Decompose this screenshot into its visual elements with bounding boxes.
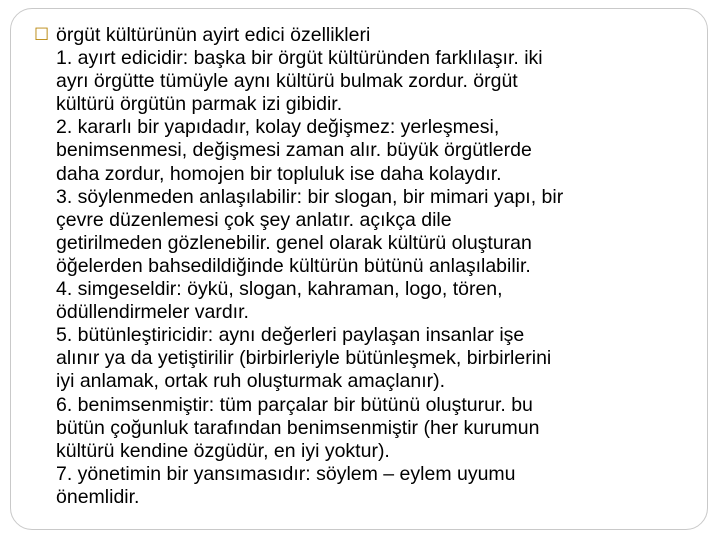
heading-line [34,24,694,47]
checkbox-bullet-icon: ☐ [34,25,50,45]
list-item-2: 2. kararlı bir yapıdadır, kolay değişmez: yerleşmesi, benimsenmesi, değişmesi zaman alır. büyük örgütlerde daha zordur, homojen bir topluluk ise daha kolaydır. [56,116,532,185]
list-item-3: 3. söylenmeden anlaşılabilir: bir slogan, bir mimari yapı, bir çevre düzenlemesi çok şey anlatır. açıkça dile getirilmeden gözlenebilir. genel olarak kültürü oluşturan öğelerden bahsedildiğinde kültürün bütünü anlaşılabilir. [56,185,564,277]
list-item-5: 5. bütünleştiricidir: aynı değerleri paylaşan insanlar işe alınır ya da yetiştirilir (birbirleriyle bütünleşmek, birbirlerini iyi anlamak, ortak ruh oluşturmak amaçlanır). [56,324,552,393]
list-item-1: 1. ayırt edicidir: başka bir örgüt kültüründen farklılaşır. iki ayrı örgütte tümüyle aynı kültürü bulmak zordur. örgüt kültürü örgütün parmak izi gibidir. [56,47,543,116]
list-item-4: 4. simgeseldir: öykü, slogan, kahraman, logo, tören, ödüllendirmeler vardır. [56,278,503,324]
slide-content [34,24,694,509]
list-item-7: 7. yönetimin bir yansımasıdır: söylem – eylem uyumu önemlidir. [56,462,516,508]
list-item-6: 6. benimsenmiştir: tüm parçalar bir bütünü oluşturur. bu bütün çoğunluk tarafından benimsenmiştir (her kurumun kültürü kendine özgüdür, en iyi yoktur). [56,393,540,462]
slide-heading: örgüt kültürünün ayirt edici özellikleri [56,24,371,46]
